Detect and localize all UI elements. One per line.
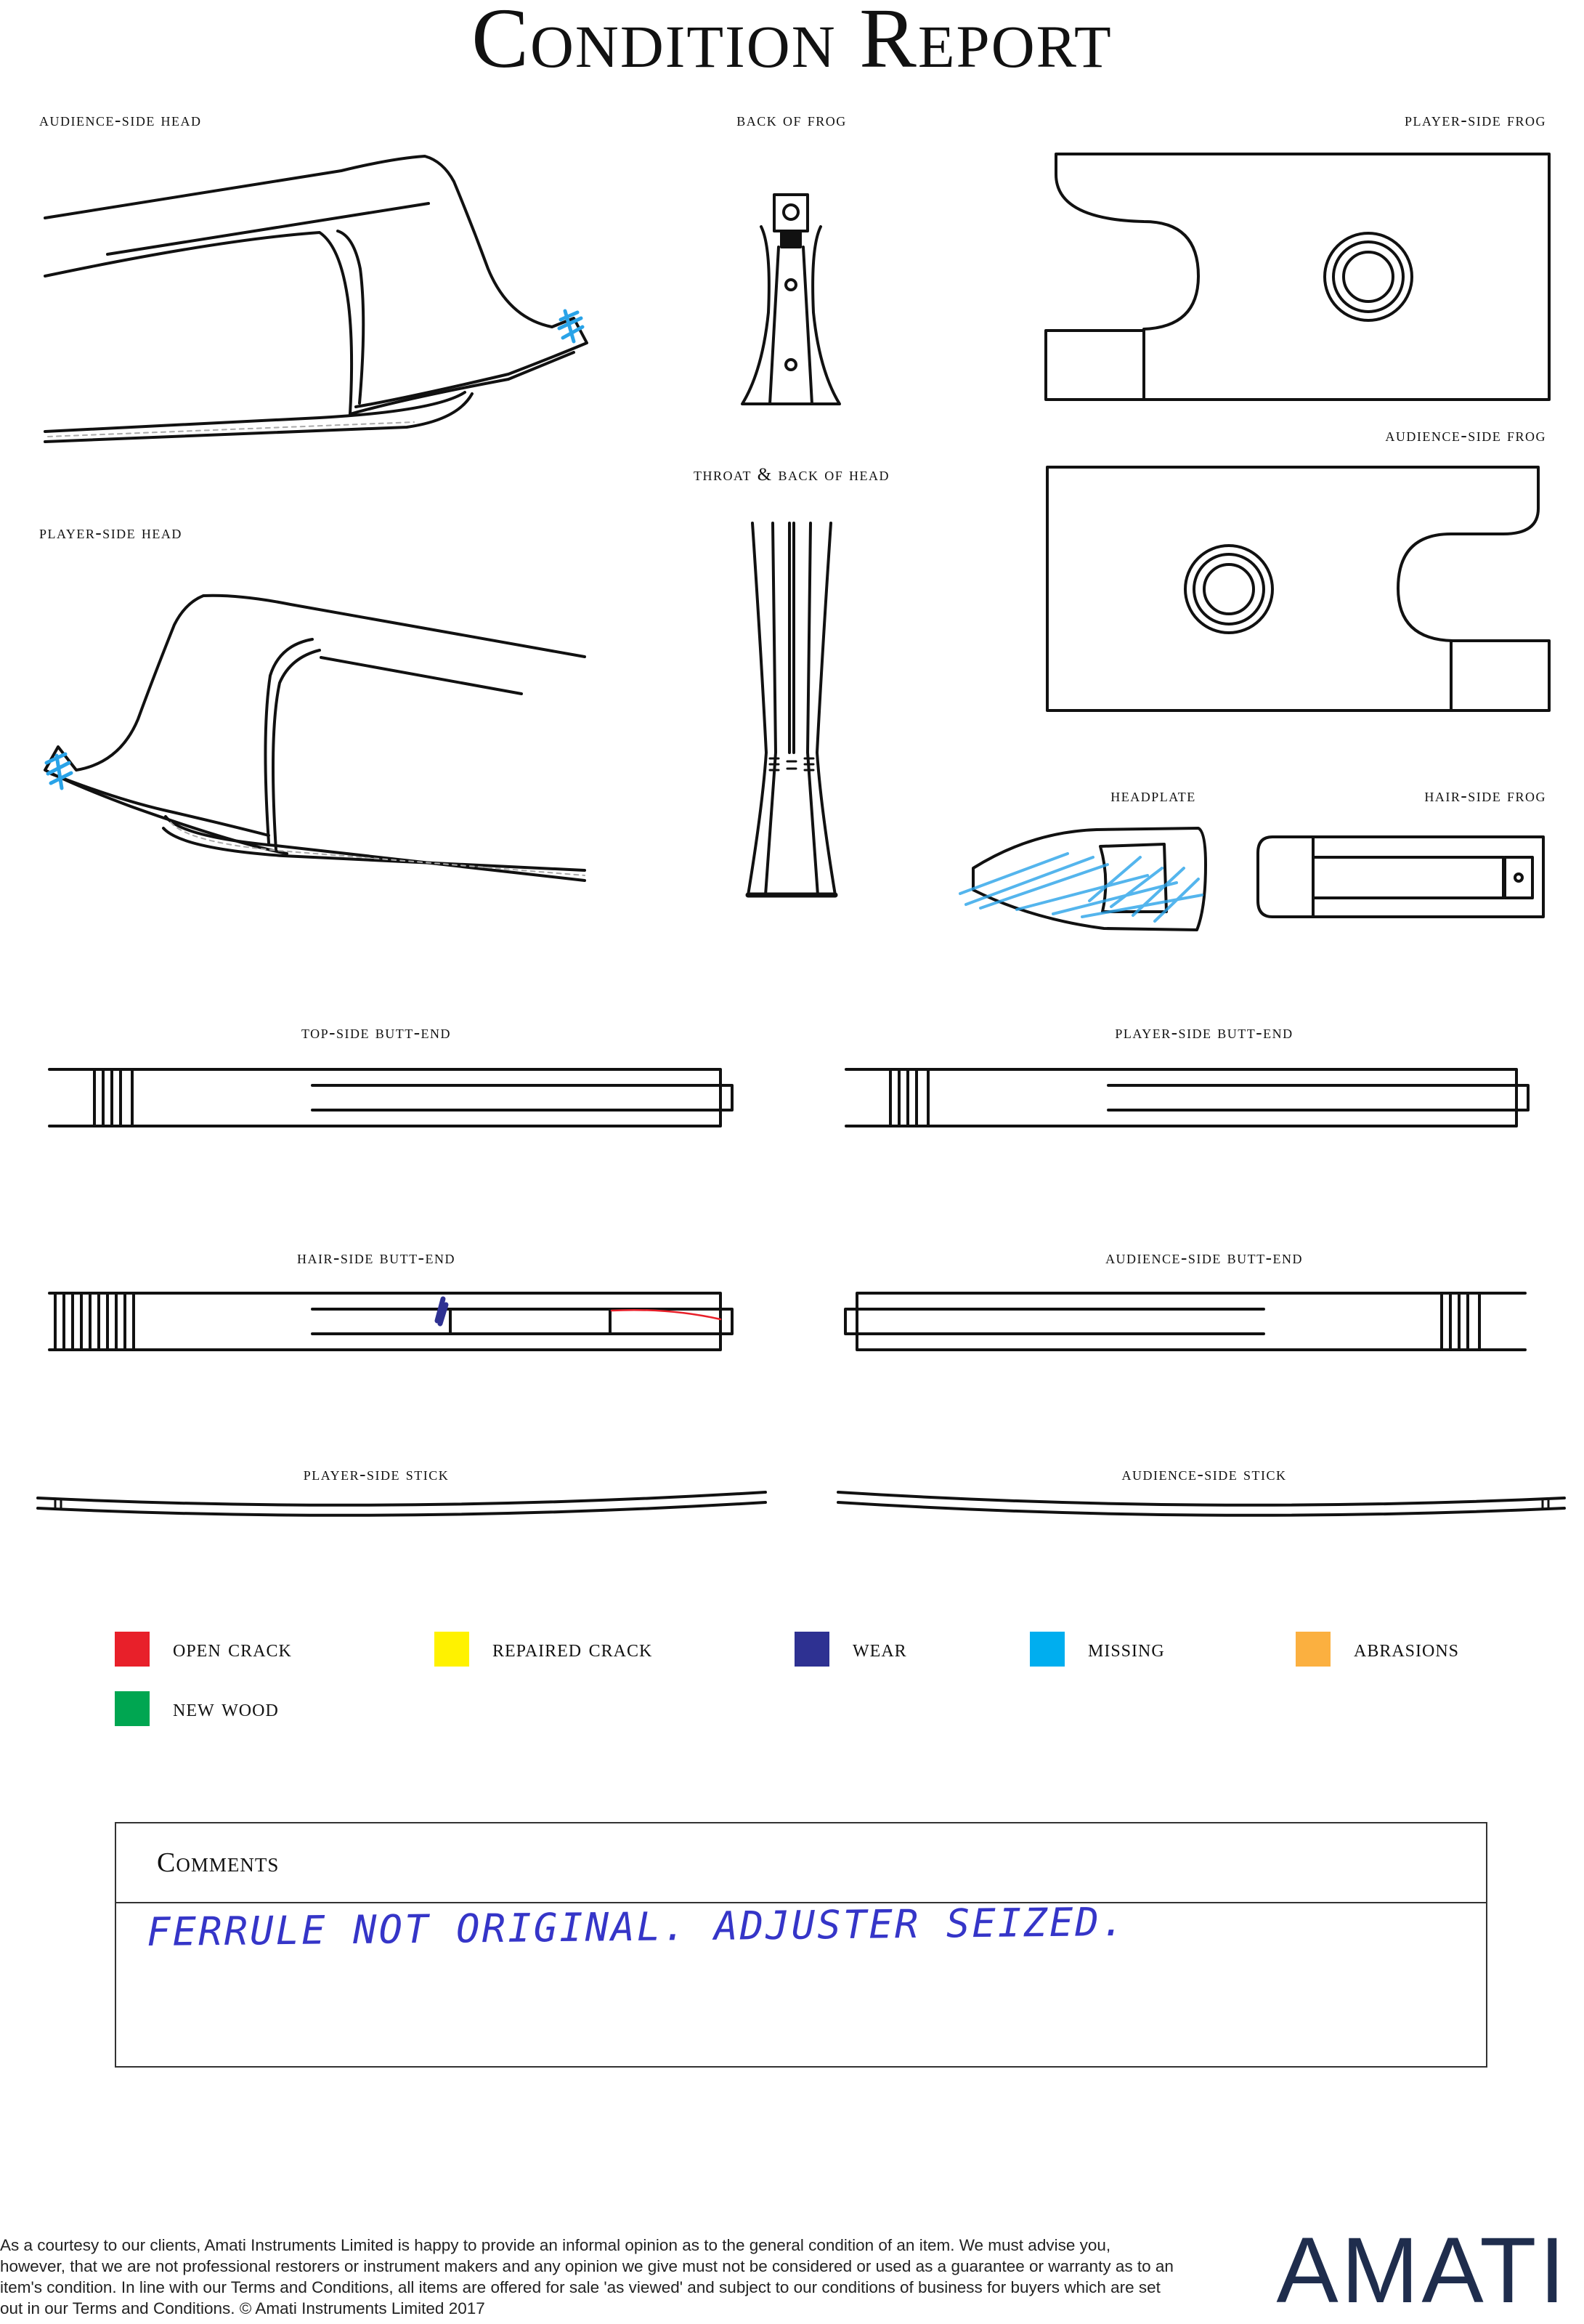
comments-heading: Comments [116, 1823, 1486, 1903]
back-of-frog-drawing [742, 195, 840, 404]
label-player-side-butt-end: player-side butt-end [1115, 1023, 1293, 1042]
legend-repaired-crack [434, 1632, 652, 1667]
label-top-side-butt-end: top-side butt-end [301, 1023, 452, 1042]
label-audience-side-frog: audience-side frog [1385, 426, 1546, 445]
player-side-stick-drawing [38, 1492, 765, 1515]
label-throat-back-head: throat & back of head [694, 465, 890, 485]
label-audience-side-stick: audience-side stick [1121, 1465, 1287, 1484]
legend-new-wood [115, 1691, 279, 1726]
abrasions-swatch [1296, 1632, 1331, 1667]
throat-back-head-drawing [748, 523, 835, 895]
page-title: Condition Report [471, 0, 1113, 86]
comments-box [115, 1822, 1487, 2068]
label-audience-side-head: audience-side head [39, 110, 202, 130]
player-side-frog-drawing [1046, 154, 1549, 400]
legend-abrasions [1296, 1632, 1459, 1667]
label-headplate: headplate [1110, 786, 1196, 806]
new-wood-swatch [115, 1691, 150, 1726]
audience-side-butt-end-drawing [845, 1293, 1525, 1350]
label-audience-side-butt-end: audience-side butt-end [1105, 1248, 1303, 1268]
audience-side-frog-drawing [1047, 467, 1549, 710]
hair-side-butt-end-drawing [49, 1293, 732, 1350]
audience-side-stick-drawing [838, 1492, 1564, 1515]
legend-open-crack [115, 1632, 292, 1667]
wear-swatch [795, 1632, 829, 1667]
top-side-butt-end-drawing [49, 1069, 732, 1126]
legend-label: missing [1088, 1635, 1165, 1662]
legend-label: new wood [173, 1695, 279, 1722]
legend-label: open crack [173, 1635, 292, 1662]
missing-swatch [1030, 1632, 1065, 1667]
label-player-side-frog: player-side frog [1405, 110, 1546, 130]
comments-text[interactable]: FERRULE NOT ORIGINAL. ADJUSTER SEIZED. [146, 1898, 1127, 1955]
open-crack-swatch [115, 1632, 150, 1667]
legend-wear [795, 1632, 907, 1667]
legend-label: wear [853, 1635, 907, 1662]
amati-logo: AMATI [1276, 2219, 1568, 2323]
audience-side-head-drawing [45, 156, 587, 442]
legend-missing [1030, 1632, 1165, 1667]
hair-side-frog-drawing [1258, 837, 1543, 917]
label-player-side-head: player-side head [39, 523, 182, 543]
label-hair-side-butt-end: hair-side butt-end [297, 1248, 455, 1268]
player-side-head-drawing [45, 596, 585, 880]
disclaimer-text: As a courtesy to our clients, Amati Instruments Limited is happy to provide an informal opinion as to the general condition of an item. We must advise you, however, that we are not professional restorers or instrument makers and any opinion we give must not be considered or used as a guarantee or warranty as to an item's condition. In line with our Terms and Conditions, all items are offered for sale 'as viewed' and subject to our conditions of business for buyers which are set out in our Terms and Conditions. © Amati Instruments Limited 2017 [0, 2236, 1174, 2317]
hair-butt-wear-mark [437, 1299, 446, 1324]
repaired-crack-swatch [434, 1632, 469, 1667]
label-back-of-frog: back of frog [736, 110, 847, 130]
player-side-butt-end-drawing [846, 1069, 1528, 1126]
hair-butt-open-crack-mark [612, 1310, 720, 1319]
label-hair-side-frog: hair-side frog [1424, 786, 1546, 806]
legend-label: abrasions [1354, 1635, 1460, 1662]
legend-label: repaired crack [492, 1635, 653, 1662]
label-player-side-stick: player-side stick [303, 1465, 450, 1484]
